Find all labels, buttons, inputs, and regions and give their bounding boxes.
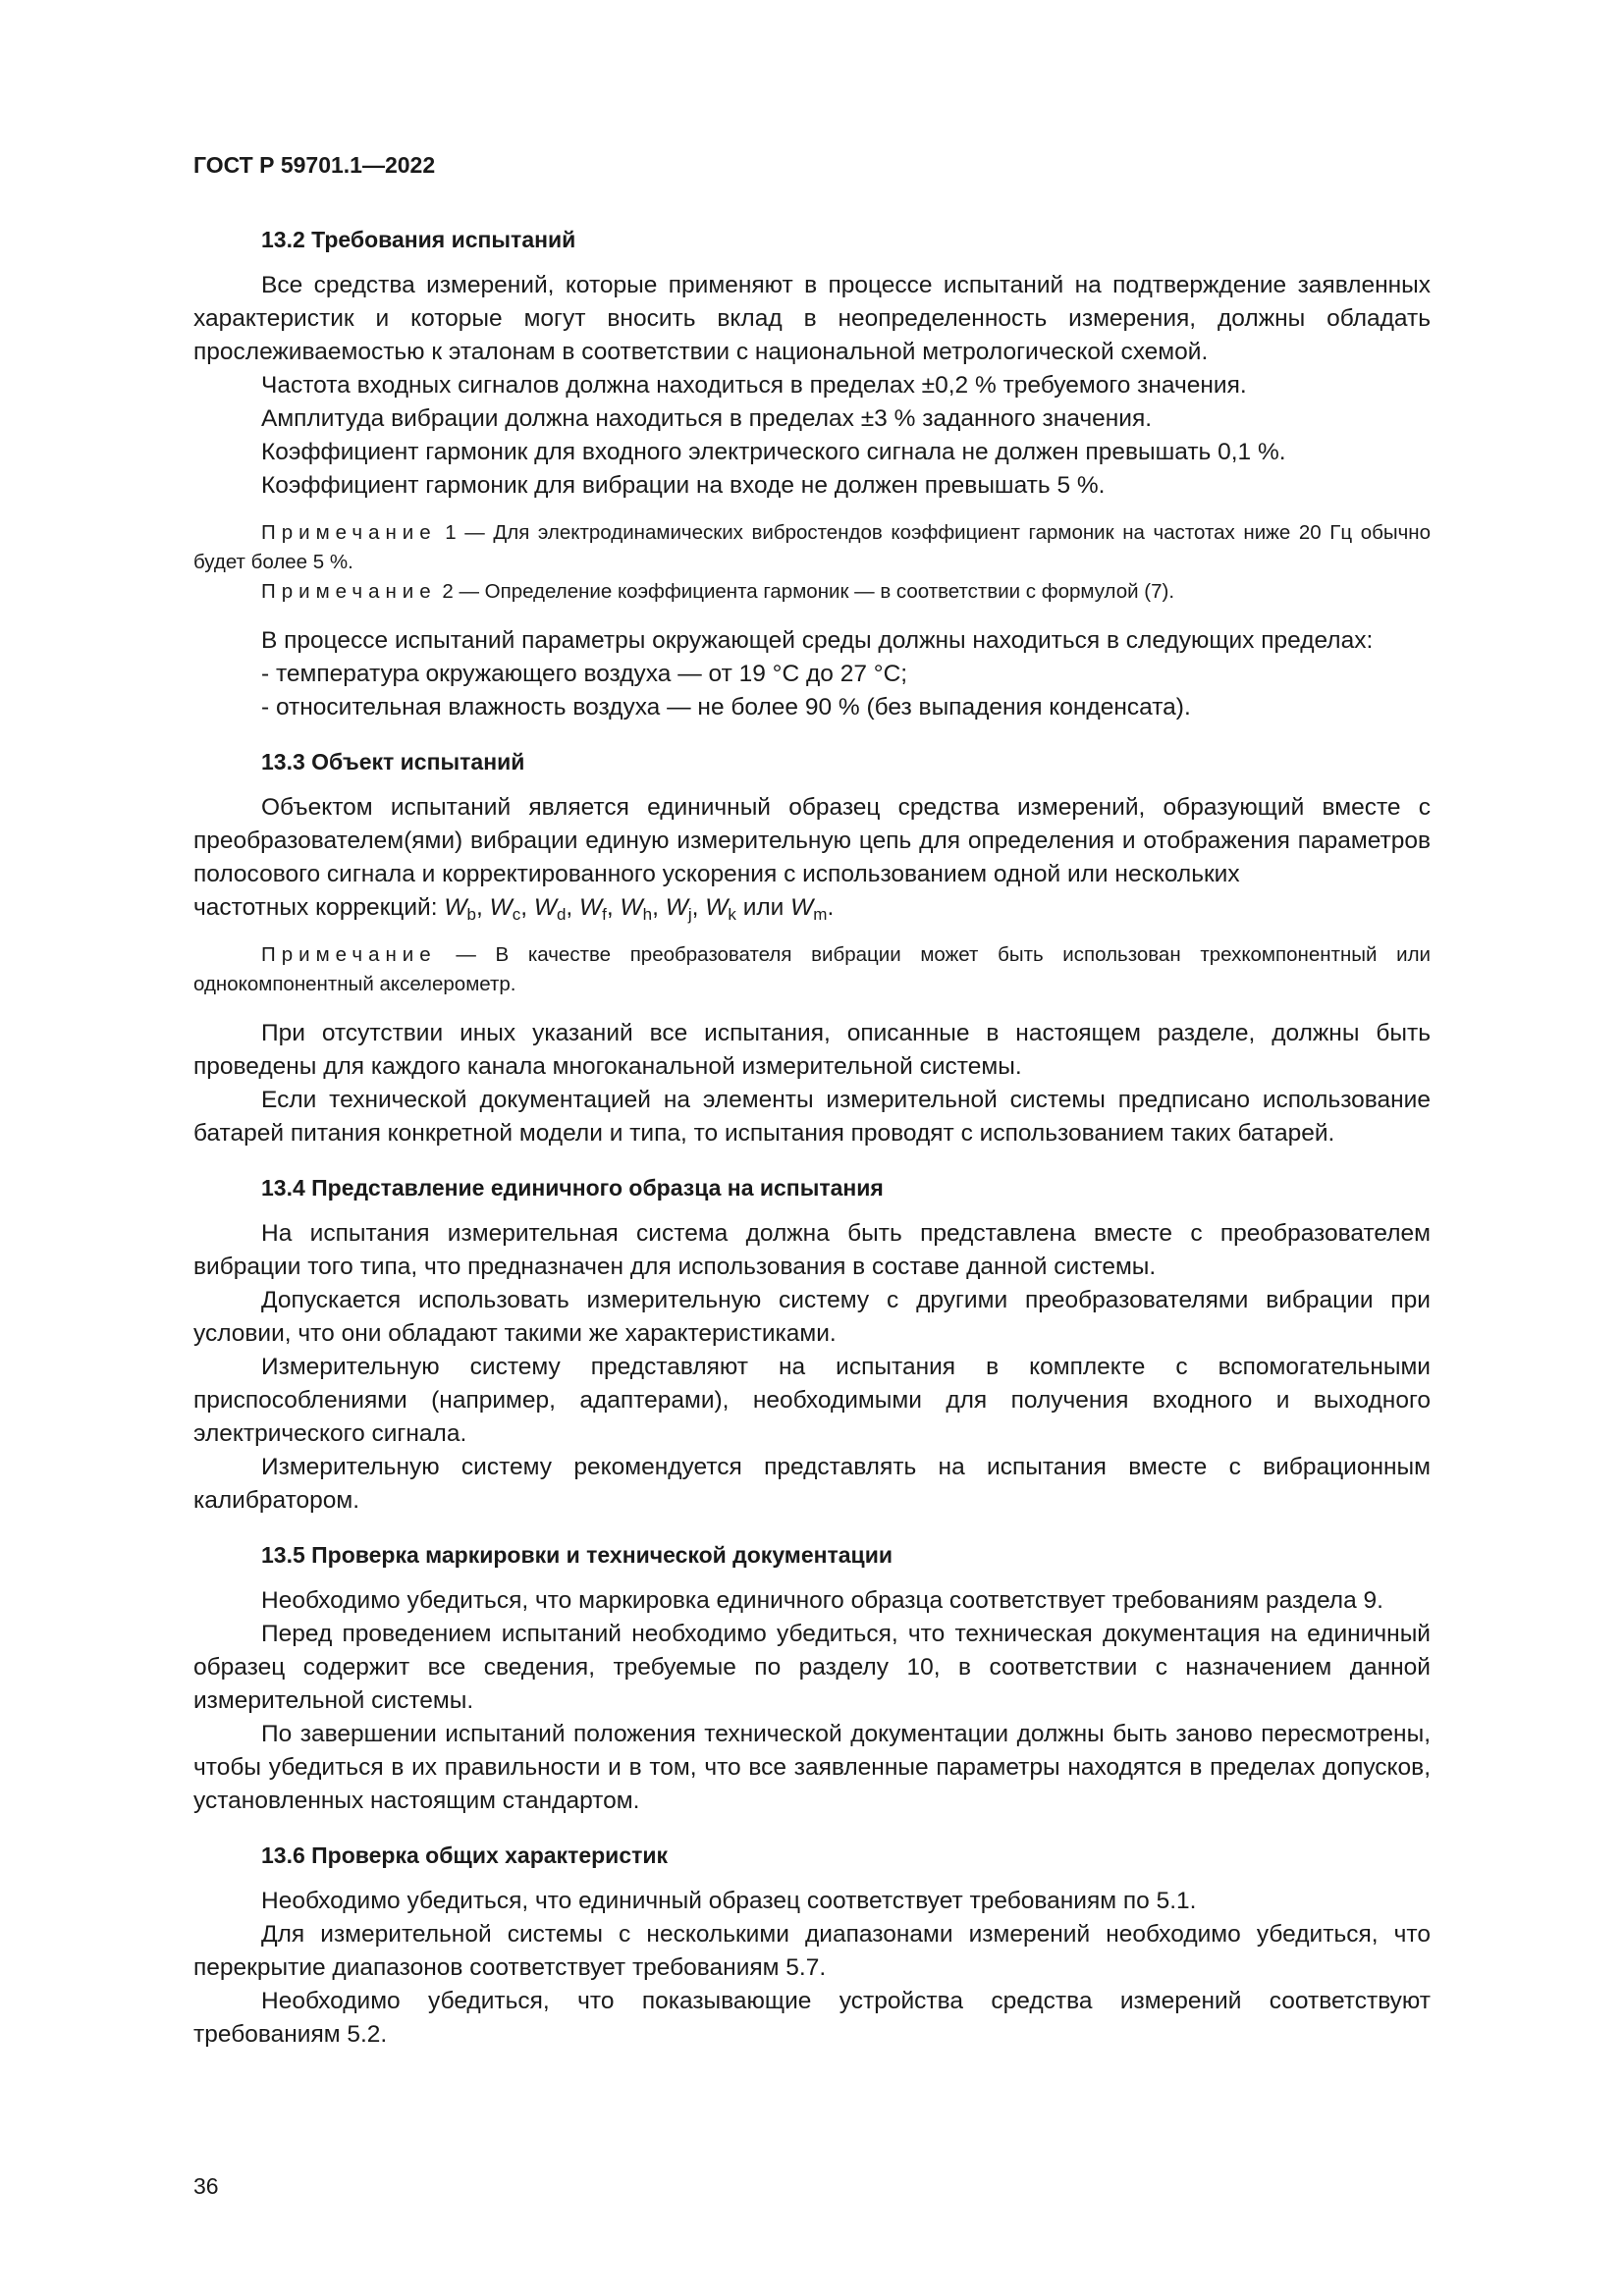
notes (193, 518, 1431, 607)
section-13-4 (193, 1172, 1431, 1518)
paragraph: Измерительную систему рекомендуется представлять на испытания вместе с вибрационным калибратором. (193, 1454, 1431, 1514)
paragraph: Необходимо убедиться, что маркировка единичного образца соответствует требованиям раздела 9. (261, 1587, 1383, 1614)
section-13-2 (193, 224, 1431, 724)
weighting-symbol: $W_j$ (665, 894, 692, 924)
paragraph: В процессе испытаний параметры окружающей среды должны находиться в следующих пределах: (261, 627, 1374, 654)
weighting-symbol: $W_b$ (444, 894, 476, 924)
paragraph: Допускается использовать измерительную систему с другими преобразователями вибрации при условии, что они обладают такими же характеристиками. (193, 1287, 1431, 1347)
paragraph: Объектом испытаний является единичный образец средства измерений, образующий вместе с преобразователем(ями) вибрации единую измерительную цепь для определения и отображения параметров полосового сигнала и корректированного ускорения с использованием одной или нескольких (193, 794, 1431, 887)
note-label: Примечание (261, 943, 437, 966)
paragraph: При отсутствии иных указаний все испытания, описанные в настоящем разделе, должны быть проведены для каждого канала многоканальной измерительной системы. (193, 1020, 1431, 1080)
note (193, 940, 1431, 999)
paragraph: Частота входных сигналов должна находиться в пределах ±0,2 % требуемого значения. (261, 372, 1247, 399)
paragraph: Перед проведением испытаний необходимо убедиться, что техническая документация на единичный образец содержит все сведения, требуемые по разделу 10, в соответствии с назначением данной измерительной системы. (193, 1621, 1431, 1714)
weighting-symbol: $W_k$ (705, 894, 736, 924)
weighting-symbol: $W_m$ (790, 894, 828, 924)
paragraph: Измерительную систему представляют на испытания в комплекте с вспомогательными приспособлениями (например, адаптерами), необходимыми для получения входного и выходного электрического сигнала. (193, 1354, 1431, 1447)
paragraph: По завершении испытаний положения технической документации должны быть заново пересмотрены, чтобы убедиться в их правильности и в том, что все заявленные параметры находятся в пределах допусков, установленных настоящим стандартом. (193, 1721, 1431, 1814)
note-text: — В качестве преобразователя вибрации может быть использован трехкомпонентный или однокомпонентный акселерометр. (193, 943, 1432, 995)
weighting-symbol: $W_f$ (579, 894, 607, 924)
section-title: 13.3 Объект испытаний (261, 749, 525, 774)
section-title: 13.6 Проверка общих характеристик (261, 1842, 669, 1868)
section-13-5 (193, 1539, 1431, 1818)
weighting-symbol: $W_d$ (533, 894, 567, 924)
paragraph: Если технической документацией на элементы измерительной системы предписано использование батарей питания конкретной модели и типа, то испытания проводят с использованием таких батарей. (193, 1087, 1431, 1147)
list-item: - относительная влажность воздуха — не более 90 % (без выпадения конденсата). (261, 694, 1191, 721)
weightings-line (193, 891, 1431, 925)
note-text: 2 — Определение коэффициента гармоник — в соответствии с формулой (7). (442, 580, 1175, 603)
weighting-symbol: $W_c$ (489, 894, 521, 924)
paragraph: Необходимо убедиться, что показывающие устройства средства измерений соответствуют требованиям 5.2. (193, 1988, 1431, 2048)
note (193, 518, 1431, 577)
section-13-3 (193, 746, 1431, 1150)
section-title: 13.5 Проверка маркировки и технической документации (261, 1542, 893, 1568)
weightings-intro: частотных коррекций: (193, 894, 438, 921)
section-title: 13.2 Требования испытаний (261, 227, 576, 252)
section-13-6 (193, 1840, 1431, 2052)
page-number: 36 (193, 2173, 219, 2199)
paragraph: Коэффициент гармоник для вибрации на входе не должен превышать 5 %. (261, 472, 1106, 499)
weighting-symbol: $W_h$ (620, 894, 653, 924)
paragraph: Необходимо убедиться, что единичный образец соответствует требованиям по 5.1. (261, 1888, 1197, 1914)
note (193, 577, 1431, 607)
paragraph: Все средства измерений, которые применяют в процессе испытаний на подтверждение заявленных характеристик и которые могут вносить вклад в неопределенность измерения, должны обладать прослеживаемостью к эталонам в соответствии с национальной метрологической схемой. (193, 272, 1431, 365)
section-title: 13.4 Представление единичного образца на испытания (261, 1175, 884, 1201)
paragraph: Коэффициент гармоник для входного электрического сигнала не должен превышать 0,1 %. (261, 439, 1286, 465)
document-header: ГОСТ Р 59701.1—2022 (193, 152, 436, 178)
paragraph: На испытания измерительная система должна быть представлена вместе с преобразователем вибрации того типа, что предназначен для использования в составе данной системы. (193, 1220, 1431, 1280)
note-text: 1 — Для электродинамических вибростендов коэффициент гармоник на частотах ниже 20 Гц обычно будет более 5 %. (193, 521, 1431, 573)
notes (193, 940, 1431, 999)
paragraph: Для измерительной системы с несколькими диапазонами измерений необходимо убедиться, что перекрытие диапазонов соответствует требованиям 5.7. (193, 1921, 1431, 1981)
list-item: - температура окружающего воздуха — от 19 °С до 27 °С; (261, 661, 908, 687)
paragraph: Амплитуда вибрации должна находиться в пределах ±3 % заданного значения. (261, 405, 1153, 432)
frequency-weightings: $W_b$, $W_c$, $W_d$, $W_f$, $W_h$, $W_j$, $W_k$ или $W_m$. (444, 894, 835, 924)
note-label: Примечание (261, 580, 437, 603)
note-label: Примечание (261, 521, 437, 544)
